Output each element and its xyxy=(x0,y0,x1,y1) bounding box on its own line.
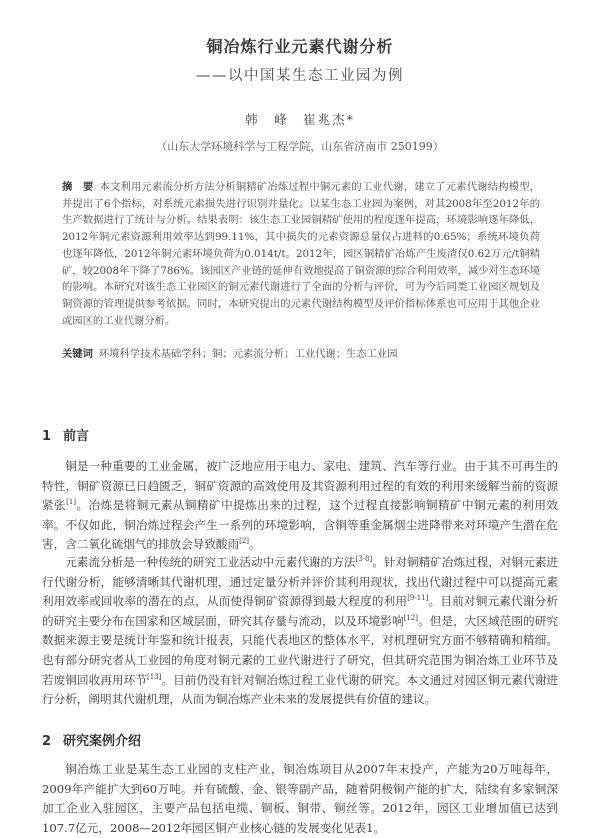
paragraph-text: 。针对铜精矿冶炼过程，对铜元素进行代谢分析，能够清晰其代谢机理，通过定量分析并评价其利用现状，找出代谢过程中可以提高元素利用效率或回收率的潜在的点，从而使得铜矿资源得到最大程度的利用 xyxy=(42,555,558,609)
section-number: 2 xyxy=(42,734,52,749)
paragraph-text: 铜冶炼工业是某生态工业园的支柱产业，铜冶炼项目从2007年末投产，产能为20万吨每年，2009年产能扩大到60万吨。并有硫酸、金、银等副产品，随着阴极铜产能的扩大，陆续有多家铜深加工企业入驻园区，主要产品包括电缆、铜板、铜带、铜丝等。2012年，园区工业增加值已达到107.7亿元，2008—2012年园区铜产业核心链的发展变化见表1。 xyxy=(42,762,558,835)
paragraph-text: 铜是一种重要的工业金属，被广泛地应用于电力、家电、建筑、汽车等行业。由于其不可再生的特性，铜矿资源已日趋匮乏，铜矿资源的高效使用及其资源利用过程的有效的利用来缓解当前的资源紧张 xyxy=(42,459,558,513)
section-heading-case xyxy=(42,730,141,749)
citation-ref: [12] xyxy=(403,613,418,622)
intro-paragraph-1 xyxy=(42,457,558,555)
paragraph-text: 。冶炼是将铜元素从铜精矿中提炼出来的过程，这个过程直接影响铜精矿中铜元素的利用效率。不仅如此，铜冶炼过程会产生一系列的环境影响，含铜等重金属烟尘进降带来对环境产生潜在危害，含二氧化硫烟气的排放会导致酸雨 xyxy=(42,498,558,552)
section-number: 1 xyxy=(42,429,52,444)
paragraph-text: 。目前对铜元素代谢分析的研究主要分布在国家和区域层面，研究其存量与流动，以及环境影响 xyxy=(42,594,558,628)
abstract-label: 摘 要 xyxy=(62,181,94,193)
case-paragraph-1 xyxy=(42,760,558,838)
citation-ref: [3-8] xyxy=(355,555,373,564)
citation-ref: [9-11] xyxy=(407,594,429,603)
paragraph-text: 元素流分析是一种传统的研究工业活动中元素代谢的方法 xyxy=(65,555,356,569)
paper-subtitle: ——以中国某生态工业园为例 xyxy=(196,68,404,84)
section-title: 前言 xyxy=(63,429,90,444)
section-title: 研究案例介绍 xyxy=(63,734,142,749)
paragraph-text: 。 xyxy=(249,537,261,552)
keywords-label: 关键词 xyxy=(62,348,93,360)
abstract-text: 本文利用元素流分析方法分析铜精矿冶炼过程中铜元素的工业代谢，建立了元素代谢结构模型，并提出了6个指标，对系统元素损失进行识别并量化。以某生态工业园为案例，对其2008年至2012年的生产数据进行了统计与分析。结果表明：该生态工业园铜精矿使用的程度逐年提高，环境影响逐年降低，2012年铜元素资源利用效率达到99.11%，其中损失的元素资源总量仅占进料的0.65%；系统环境负荷也逐年降低，2012年铜元素环境负荷为0.014t/t。2012年，园区铜精矿冶炼产生废渣仅0.62万元/t铜精矿，较2008年下降了786%。该园区产业链的延伸有效地提高了铜资源的综合利用效率，减少对生态环境的影响。本研究对该生态工业园区的铜元素代谢进行了全面的分析与评价，可为今后同类工业园区规划及铜资源的管理提供参考依据。同时，本研究提出的元素代谢结构模型及评价指标体系也可应用于其他企业或园区的工业代谢分析。 xyxy=(62,181,541,327)
paper-title: 铜冶炼行业元素代谢分析 xyxy=(206,37,394,56)
intro-paragraph-2 xyxy=(42,553,558,710)
keywords-text: 环境科学技术基础学科；铜；元素流分析；工业代谢；生态工业园 xyxy=(98,348,398,360)
paragraph-text: 。目前仍没有针对铜冶炼过程工业代谢的研究。本文通过对园区铜元素代谢进行分析，阐明其代谢机理，从而为铜冶炼产业未来的发展提供有价值的建议。 xyxy=(42,672,558,707)
abstract xyxy=(62,179,540,329)
paper-affiliation: （山东大学环境科学与工程学院，山东省济南市 250199） xyxy=(156,140,444,153)
section-heading-intro xyxy=(42,425,89,444)
citation-ref: [1] xyxy=(66,498,77,507)
paragraph-text: 。但是，大区域范围的研究数据来源主要是统计年鉴和统计报表，只能代表地区的整体水平，对机理研究方面不够精确和精细。也有部分研究者从工业园的角度对铜元素的工业代谢进行了研究，但其研究范围为铜冶炼工业环节及若废铜回收再用环节 xyxy=(42,613,558,687)
citation-ref: [13] xyxy=(147,672,162,681)
paper-authors: 韩 峰 崔兆杰* xyxy=(245,112,355,127)
citation-ref: [2] xyxy=(239,537,250,546)
keywords xyxy=(62,346,540,362)
